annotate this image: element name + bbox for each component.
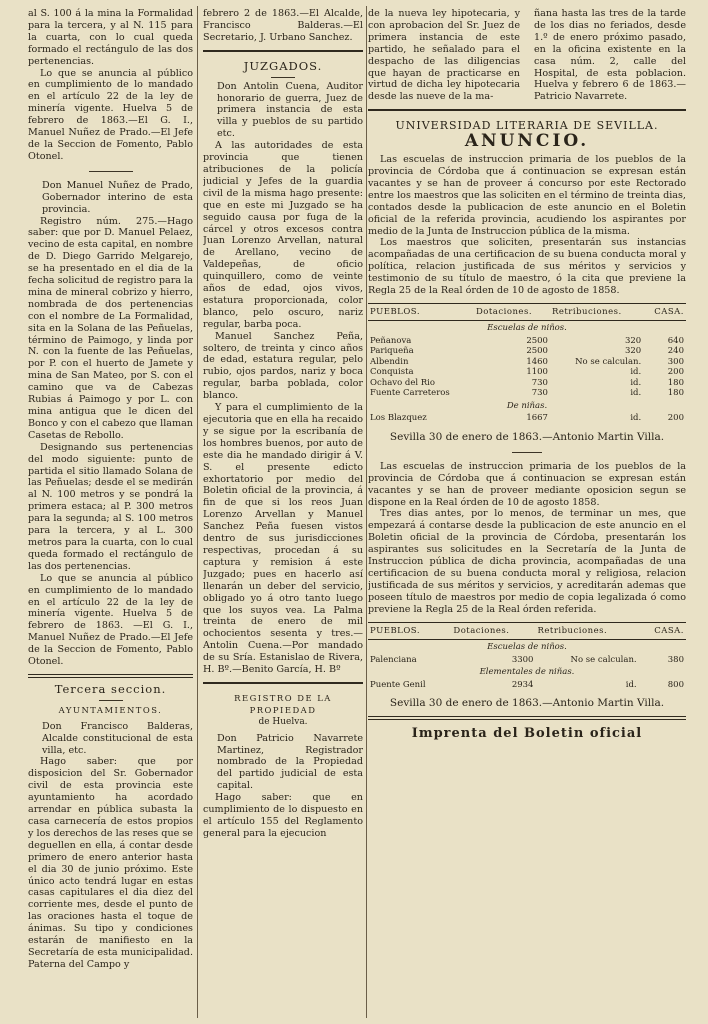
table-row: Ochavo del Rio 730 id. 180 <box>370 377 684 388</box>
table-row: Palenciana 3300 No se calculan. 380 <box>370 654 684 665</box>
table-header: CASA. <box>639 622 686 640</box>
mining-notice-end: al S. 100 á la mina la Formalidad para la tercera, y al N. 115 para la cuarta, con lo cual queda formado el rectángulo de las dos pertenencias. <box>28 8 193 67</box>
registry-275-publication: Lo que se anuncia al público en cumplimiento de lo mandado en el artículo 22 de la ley de minería vigente. Huelva 5 de febrero de 1863. —El G. I., Manuel Nuñez de Prado.—El Jefe de la Seccion de Fomento, Pablo Otonel. <box>28 572 193 668</box>
table-header: PUEBLOS. <box>368 622 451 640</box>
table-header: CASA. <box>643 303 686 321</box>
mayor-heading: Don Francisco Balderas, Alcalde constitucional de esta villa, etc. <box>42 720 193 756</box>
auction-notice: Hago saber: que por disposicion del Sr. Gobernador civil de esta provincia este ayuntamiento ha acordado arrendar en pública subasta la casa carnecería de estos propios y los derechos de las reses que se deguellen en ella, á contar desde primero de enero anterior hasta el dia 30 de junio próximo. Este único acto tendrá lugar en estas casas capitulares el dia diez del corriente mes, desde el punto de las oraciones hasta el toque de ánimas. Su tipo y condiciones estarán de manifiesto en la Secretaría de esta municipalidad. Paterna del Campo y <box>28 756 193 970</box>
separator <box>203 50 363 55</box>
announcement-title: ANUNCIO. <box>464 131 590 152</box>
registry-275-notice: Registro núm. 275.—Hago saber: que por D. Manuel Pelaez, vecino de esta capital, en nombre de D. Diego Garrido Melgarejo, se ha presentado en el dia de la fecha solicitud de registro para la mina de mineral cobrizo y hierro, nombrada de dos pertenencias con el nombre de La Formalidad, sita en la Solana de las Peñuelas, término de Paimogo, y linda por N. con la fuente de las Peñuelas, por P. con el huerto de Jamete y mina de San Mateo, por S. con el camino que va de Cabezas Rubias á Paimogo y por L. con mina antigua que le dicen del Bonco y con el cabezo que llaman Casetas de Rebollo. <box>28 215 193 441</box>
court-edict-order: Y para el cumplimiento de la ejecutoria que en ella ha recaido y se sigue por la escribanía de los hombres buenos, por auto de este dia he mandado dirigir á V. S. el presente edicto exhortatorio por medio del Boletin oficial de la provincia, á fin de que si los reos Juan Lorenzo Arvellan y Manuel Sanchez Peña fuesen vistos dentro de sus jurisdicciones respectivas, procedan á su captura y remision á este Juzgado; pues en hacerlo así llenarán un deber del servicio, obligado yo á otro tanto luego que los suyos vea. La Palma treinta de enero de mil ochocientos sesenta y tres.—Antolin Cuena.—Por mandado de su Sría. Estanislao de Rivera, H. Bº.—Benito García, H. Bº <box>203 402 363 676</box>
mining-notice-publication: Lo que se anuncia al público en cumplimiento de lo mandado en el artículo 22 de la ley de minería vigente. Huelva 5 de febrero de 1863.—El G. I., Manuel Nuñez de Prado.—El Jefe de la Seccion de Fomento, Pablo Otonel. <box>28 67 193 162</box>
separator <box>28 674 193 678</box>
vacancies-concurso-notice: Las escuelas de instruccion primaria de los pueblos de la provincia de Córdoba que á continuacion se expresan están vacantes y se han de proveer á concurso por este Rectorado entre los maestros que las soliciten en el término de treinta dias, contados desde la publicacion de este anuncio en el Boletin oficial de la referida provincia, acudiendo los aspirantes por medio de la Junta de Instruccion pública de la misma. <box>368 154 686 237</box>
vacancies-table-1 <box>368 303 686 424</box>
vacancies-concurso-requirements: Los maestros que soliciten, presentarán sus instancias acompañadas de una certificacion de su buena conducta moral y política, relacion justificada de sus méritos y servicios y testimonio de su título de maestro, ó la cita que previene la Regla 25 de la Real órden de 10 de agosto de 1858. <box>368 237 686 297</box>
vacancies-oposicion-requirements: Tres dias antes, por lo menos, de terminar un mes, que empezará á contarse desde la publicacion de este anuncio en el Boletin oficial de la provincia de Córdoba, presentarán los aspirantes sus solicitudes en la Secretaría de la Junta de Instruccion pública de dicha provincia, acompañadas de una certificacion de su buena conducta moral y religiosa, relacion justificada de sus méritos y servicios, y acreditarán ademas que poseen título de maestros por medio de copia legalizada ó como previene la Regla 25 de la Real órden referida. <box>368 508 686 615</box>
separator <box>512 452 542 453</box>
section-title-registro: REGISTRO DE LA PROPIEDAD <box>234 692 332 715</box>
registrar-notice: Hago saber: que en cumplimiento de lo dispuesto en el artículo 155 del Reglamento general para la ejecucion <box>203 792 363 839</box>
table-section: Escuelas de niños. <box>487 642 567 653</box>
table-row: Puente Genil 2934 id. 800 <box>370 679 684 690</box>
column-1 <box>28 8 193 1016</box>
court-edict-fugitive-1: A las autoridades de esta provincia que tienen atribuciones de la policía judicial y Jefes de la guardia civil de la misma hago presente: que en este mi Juzgado se ha seguido causa por fuga de la cárcel y otros excesos contra Juan Lorenzo Arvellan, natural de Arellano, vecino de Valdepeñas, de oficio quinquillero, como de veinte años de edad, ojos vivos, estatura proporcionada, color blanco, pelo oscuro, nariz regular, barba poca. <box>203 140 363 330</box>
section-title-ayuntamientos: AYUNTAMIENTOS. <box>58 704 163 715</box>
table-header: Retribuciones. <box>535 622 638 640</box>
table-section: Elementales de niñas. <box>479 667 575 678</box>
judge-heading: Don Antolin Cuena, Auditor honorario de guerra, Juez de primera instancia de esta villa y pueblos de su partido etc. <box>217 80 363 140</box>
section-title-tercera: Tercera seccion. <box>54 681 167 696</box>
separator <box>99 700 123 701</box>
registrar-notice-col3: de la nueva ley hipotecaria, y con aprobacion del Sr. Juez de primera instancia de este partido, he señalado para el despacho de las diligencias que hayan de practicarse en virtud de dicha ley hipotecaria desde las nueve de la ma- <box>368 8 520 103</box>
separator <box>89 171 133 172</box>
auction-notice-signature: febrero 2 de 1863.—El Alcalde, Francisco Balderas.—El Secretario, J. Urbano Sanchez. <box>203 8 363 43</box>
column-2 <box>203 8 363 1016</box>
separator <box>368 716 686 720</box>
court-edict-fugitive-2: Manuel Sanchez Peña, soltero, de treinta y cinco años de edad, estatura regular, pelo rubio, ojos pardos, nariz y boca regular, barba poblada, color blanco. <box>203 330 363 402</box>
table-header: Dotaciones. <box>451 622 535 640</box>
registrar-heading: Don Patricio Navarrete Martinez, Registrador nombrado de la Propiedad del partido judicial de esta capital. <box>217 732 363 792</box>
column-rule <box>366 6 367 1018</box>
printer-footer: Imprenta del Boletin oficial <box>411 726 643 742</box>
university-title: UNIVERSIDAD LITERARIA DE SEVILLA. <box>395 119 659 133</box>
university-signature-2: Sevilla 30 de enero de 1863.—Antonio Martin Villa. <box>389 697 665 710</box>
separator <box>271 77 295 78</box>
governor-heading: Don Manuel Nuñez de Prado, Gobernador interino de esta provincia. <box>42 179 193 215</box>
table-header: PUEBLOS. <box>368 303 474 321</box>
registry-275-boundaries: Designando sus pertenencias del modo siguiente: punto de partida el sitio llamado Solana de las Peñuelas; desde el se medirán al N. 100 metros y se pondrá la primera estaca; al P. 300 metros para la segunda; al S. 100 metros para la tercera, y al L. 300 metros para la cuarta, con lo cual queda formado el rectángulo de las dos pertenencias. <box>28 441 193 572</box>
table-row: Fuente Carreteros 730 id. 180 <box>370 388 684 399</box>
column-3-4 <box>368 8 686 1016</box>
vacancies-table-2 <box>368 622 686 691</box>
separator <box>368 109 686 114</box>
table-row: Conquista 1100 id. 200 <box>370 367 684 378</box>
section-subtitle-registro: de Huelva. <box>258 716 308 727</box>
table-section: De niñas. <box>506 400 548 411</box>
separator <box>203 682 363 687</box>
table-row: Albendin 1460 No se calculan. 300 <box>370 356 684 367</box>
registrar-notice-continuation <box>368 8 686 103</box>
table-row: Pariqueña 2500 320 240 <box>370 346 684 357</box>
table-header: Dotaciones. <box>474 303 550 321</box>
university-signature-1: Sevilla 30 de enero de 1863.—Antonio Martin Villa. <box>389 430 665 443</box>
table-row: Peñanova 2500 320 640 <box>370 335 684 346</box>
table-section: Escuelas de niños. <box>487 323 567 334</box>
registrar-notice-col4: ñana hasta las tres de la tarde de los dias no feriados, desde 1.º de enero próximo pasado, en la oficina existente en la casa núm. 2, calle del Hospital, de esta poblacion. Huelva y febrero 6 de 1863.—Patricio Navarrete. <box>534 8 686 103</box>
column-rule <box>197 6 198 1018</box>
section-title-juzgados: JUZGADOS. <box>243 58 323 73</box>
table-header: Retribuciones. <box>550 303 643 321</box>
vacancies-oposicion-notice: Las escuelas de instruccion primaria de los pueblos de la provincia de Córdoba que á continuacion se expresan están vacantes y se han de proveer mediante oposicion segun se dispone en la Real órden de 10 de agosto 1858. <box>368 460 686 508</box>
table-row: Los Blazquez 1667 id. 200 <box>370 413 684 424</box>
